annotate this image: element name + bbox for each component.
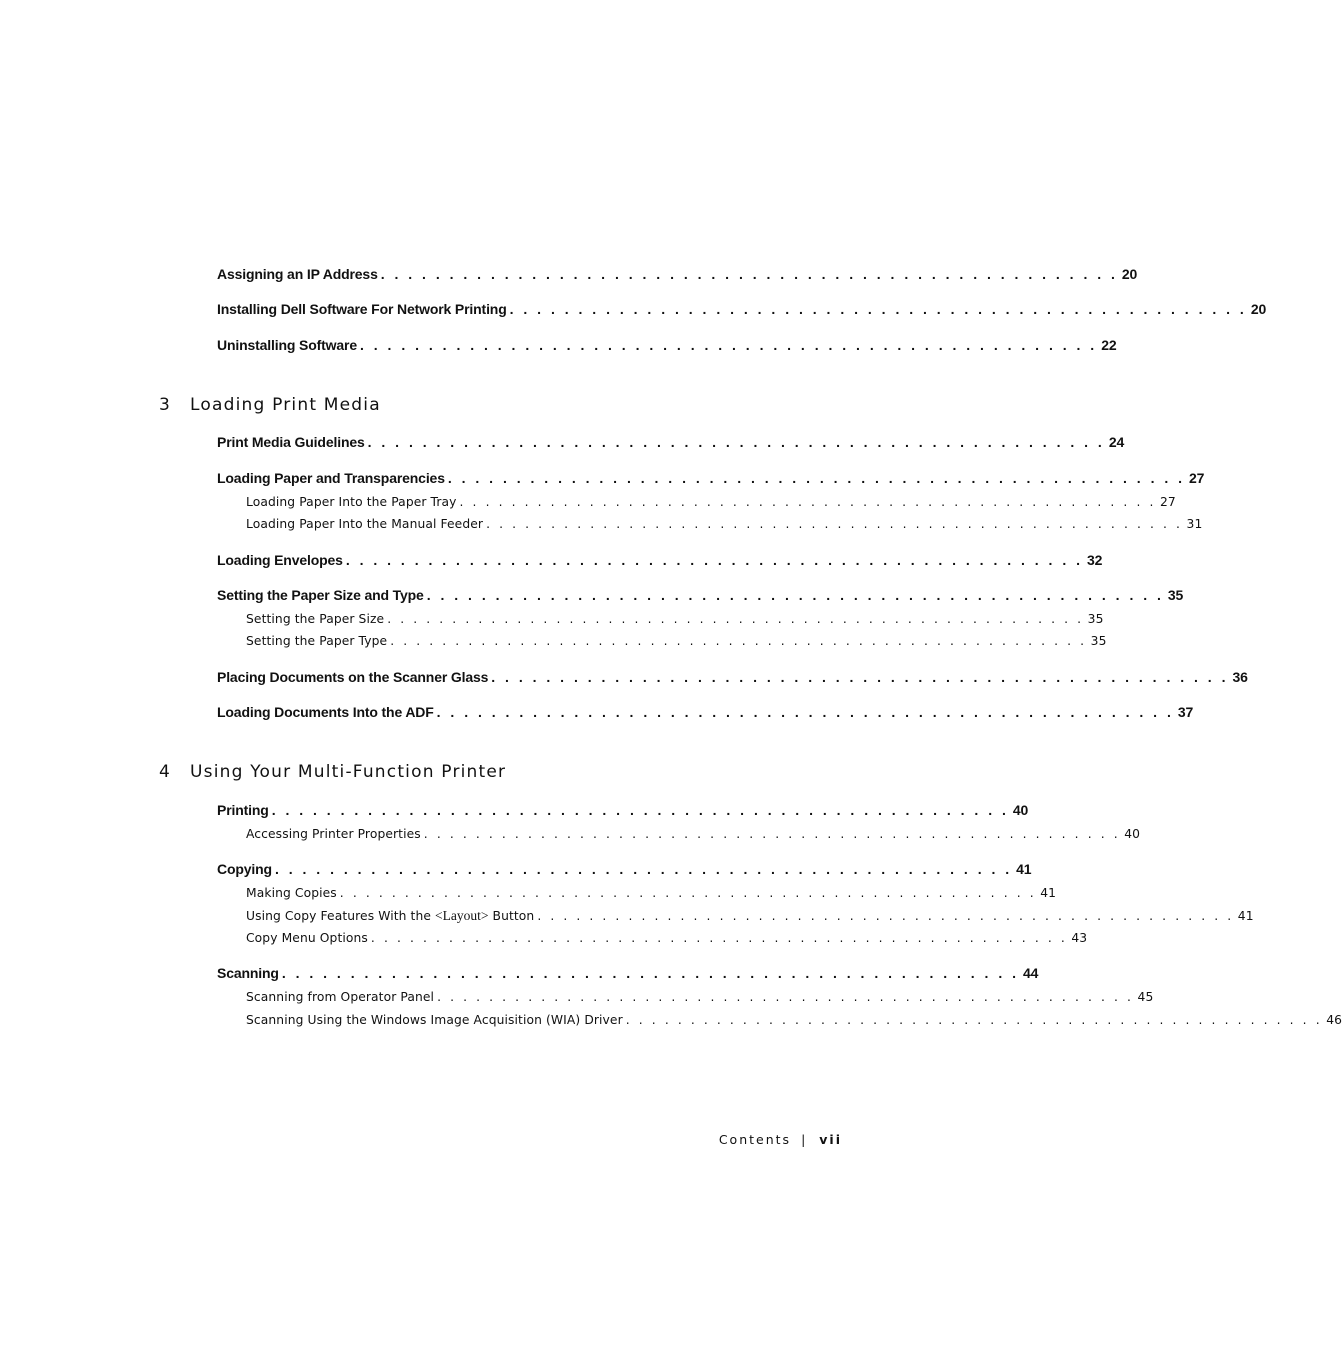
toc-subentry-manual-feeder[interactable] <box>246 517 1203 531</box>
toc-entry-label: Setting the Paper Size <box>246 612 385 626</box>
toc-entry-label: Loading Documents Into the ADF <box>217 704 434 720</box>
toc-entry-page: 27 <box>1189 470 1205 486</box>
toc-entry-page: 22 <box>1101 337 1117 353</box>
toc-entry-page: 41 <box>1016 861 1032 877</box>
dot-leader: . . . . . . . . . . . . . . . . . . . . . . . . . . . . . . . . . . . . . . . . . . . . . . . . . . . . . . <box>437 990 1134 1004</box>
toc-entry-label-start: Using Copy Features With the <box>246 909 432 923</box>
dot-leader: . . . . . . . . . . . . . . . . . . . . . . . . . . . . . . . . . . . . . . . . . . . . . . . . . . . . . . <box>537 909 1234 923</box>
toc-entry-scanning[interactable] <box>217 965 1039 981</box>
toc-entry-page: 27 <box>1159 495 1176 509</box>
chapter-title: Using Your Multi-Function Printer <box>190 762 507 782</box>
toc-entry-page: 31 <box>1186 517 1203 531</box>
toc-entry-label: Scanning <box>217 965 279 981</box>
toc-entry-label: Copying <box>217 861 272 877</box>
dot-leader: . . . . . . . . . . . . . . . . . . . . . . . . . . . . . . . . . . . . . . . . . . . . . . . . . . . . . . <box>390 634 1087 648</box>
toc-entry-page: 32 <box>1087 552 1103 568</box>
dot-leader: . . . . . . . . . . . . . . . . . . . . . . . . . . . . . . . . . . . . . . . . . . . . . . . . . . . . . . <box>447 470 1186 486</box>
dot-leader: . . . . . . . . . . . . . . . . . . . . . . . . . . . . . . . . . . . . . . . . . . . . . . . . . . . . . . <box>491 669 1229 685</box>
toc-entry-label: Uninstalling Software <box>217 337 357 353</box>
toc-entry-label: Assigning an IP Address <box>217 266 378 282</box>
dot-leader: . . . . . . . . . . . . . . . . . . . . . . . . . . . . . . . . . . . . . . . . . . . . . . . . . . . . . . <box>459 495 1156 509</box>
dot-leader: . . . . . . . . . . . . . . . . . . . . . . . . . . . . . . . . . . . . . . . . . . . . . . . . . . . . . . <box>345 552 1084 568</box>
toc-entry-label: Copy Menu Options <box>246 931 368 945</box>
toc-entry-page: 35 <box>1087 612 1104 626</box>
toc-entry-page: 43 <box>1071 931 1088 945</box>
toc-entry-label: Scanning Using the Windows Image Acquisition (WIA) Driver <box>246 1013 623 1027</box>
toc-entry-loading-paper-transparencies[interactable] <box>217 470 1205 486</box>
toc-entry-page: 46 <box>1326 1013 1342 1027</box>
toc-entry-label: Printing <box>217 802 269 818</box>
toc-entry-label: Loading Paper Into the Manual Feeder <box>246 517 484 531</box>
toc-entry-page: 40 <box>1124 827 1141 841</box>
dot-leader: . . . . . . . . . . . . . . . . . . . . . . . . . . . . . . . . . . . . . . . . . . . . . . . . . . . . . . <box>359 337 1098 353</box>
toc-entry-paper-size-type[interactable] <box>217 587 1184 603</box>
toc-entry-assigning-ip[interactable] <box>217 266 1138 282</box>
toc-entry-page: 20 <box>1121 266 1138 282</box>
toc-entry-label: Loading Paper Into the Paper Tray <box>246 495 457 509</box>
dot-leader: . . . . . . . . . . . . . . . . . . . . . . . . . . . . . . . . . . . . . . . . . . . . . . . . . . . . . . <box>367 434 1105 450</box>
dot-leader: . . . . . . . . . . . . . . . . . . . . . . . . . . . . . . . . . . . . . . . . . . . . . . . . . . . . . . <box>423 827 1121 841</box>
dot-leader: . . . . . . . . . . . . . . . . . . . . . . . . . . . . . . . . . . . . . . . . . . . . . . . . . . . . . . <box>339 886 1037 900</box>
dot-leader: . . . . . . . . . . . . . . . . . . . . . . . . . . . . . . . . . . . . . . . . . . . . . . . . . . . . . . <box>436 704 1174 720</box>
toc-entry-page: 44 <box>1023 965 1039 981</box>
toc-entry-label: Installing Dell Software For Network Printing <box>217 301 507 317</box>
dot-leader: . . . . . . . . . . . . . . . . . . . . . . . . . . . . . . . . . . . . . . . . . . . . . . . . . . . . . . <box>509 301 1247 317</box>
toc-subentry-scanning-wia[interactable] <box>246 1013 1342 1027</box>
toc-entry-print-media-guidelines[interactable] <box>217 434 1125 450</box>
toc-entry-label: Loading Envelopes <box>217 552 343 568</box>
toc-entry-page: 20 <box>1250 301 1267 317</box>
toc-entry-page: 37 <box>1177 704 1194 720</box>
page-footer <box>719 1132 842 1147</box>
toc-entry-label: Setting the Paper Size and Type <box>217 587 424 603</box>
toc-entry-page: 40 <box>1012 802 1029 818</box>
toc-entry-page: 36 <box>1232 669 1248 685</box>
toc-entry-loading-adf[interactable] <box>217 704 1194 720</box>
toc-entry-page: 41 <box>1237 909 1254 923</box>
toc-entry-loading-envelopes[interactable] <box>217 552 1103 568</box>
toc-entry-scanner-glass[interactable] <box>217 669 1248 685</box>
toc-entry-label: Setting the Paper Type <box>246 634 388 648</box>
dot-leader: . . . . . . . . . . . . . . . . . . . . . . . . . . . . . . . . . . . . . . . . . . . . . . . . . . . . . . <box>387 612 1084 626</box>
toc-subentry-paper-size[interactable] <box>246 612 1104 626</box>
dot-leader: . . . . . . . . . . . . . . . . . . . . . . . . . . . . . . . . . . . . . . . . . . . . . . . . . . . . . . <box>271 802 1009 818</box>
toc-entry-page: 45 <box>1137 990 1154 1004</box>
chapter-heading-3[interactable] <box>159 395 381 415</box>
chapter-number: 3 <box>159 395 172 415</box>
chapter-title: Loading Print Media <box>190 395 381 415</box>
dot-leader: . . . . . . . . . . . . . . . . . . . . . . . . . . . . . . . . . . . . . . . . . . . . . . . . . . . . . . <box>370 931 1068 945</box>
toc-subentry-copy-menu-options[interactable] <box>246 931 1088 945</box>
dot-leader: . . . . . . . . . . . . . . . . . . . . . . . . . . . . . . . . . . . . . . . . . . . . . . . . . . . . . . <box>274 861 1013 877</box>
toc-subentry-paper-type[interactable] <box>246 634 1107 648</box>
dot-leader: . . . . . . . . . . . . . . . . . . . . . . . . . . . . . . . . . . . . . . . . . . . . . . . . . . . . . . <box>486 517 1183 531</box>
chapter-heading-4[interactable] <box>159 762 506 782</box>
toc-subentry-paper-tray[interactable] <box>246 495 1176 509</box>
footer-section-label: Contents <box>718 1132 792 1147</box>
toc-entry-label <box>246 908 534 924</box>
toc-entry-copying[interactable] <box>217 861 1032 877</box>
dot-leader: . . . . . . . . . . . . . . . . . . . . . . . . . . . . . . . . . . . . . . . . . . . . . . . . . . . . . . <box>281 965 1020 981</box>
dot-leader: . . . . . . . . . . . . . . . . . . . . . . . . . . . . . . . . . . . . . . . . . . . . . . . . . . . . . . <box>426 587 1164 603</box>
toc-subentry-copy-features-layout[interactable] <box>246 908 1254 924</box>
footer-separator: | <box>801 1132 808 1147</box>
toc-entry-uninstalling-software[interactable] <box>217 337 1117 353</box>
toc-entry-label: Print Media Guidelines <box>217 434 365 450</box>
toc-entry-label: Making Copies <box>246 886 337 900</box>
toc-subentry-making-copies[interactable] <box>246 886 1057 900</box>
toc-entry-page: 35 <box>1167 587 1184 603</box>
chapter-number: 4 <box>159 762 172 782</box>
toc-entry-label: Placing Documents on the Scanner Glass <box>217 669 489 685</box>
dot-leader: . . . . . . . . . . . . . . . . . . . . . . . . . . . . . . . . . . . . . . . . . . . . . . . . . . . . . . <box>380 266 1118 282</box>
toc-subentry-scanning-operator-panel[interactable] <box>246 990 1154 1004</box>
toc-entry-page: 24 <box>1108 434 1125 450</box>
toc-entry-label: Scanning from Operator Panel <box>246 990 435 1004</box>
toc-entry-installing-dell-software[interactable] <box>217 301 1267 317</box>
toc-subentry-printer-properties[interactable] <box>246 827 1141 841</box>
toc-entry-label: Loading Paper and Transparencies <box>217 470 445 486</box>
toc-entry-page: 35 <box>1090 634 1107 648</box>
toc-entry-printing[interactable] <box>217 802 1029 818</box>
toc-entry-label: Accessing Printer Properties <box>246 827 421 841</box>
layout-button-name: <Layout> <box>435 908 489 923</box>
toc-entry-page: 41 <box>1040 886 1057 900</box>
toc-entry-label-end: Button <box>492 909 535 923</box>
footer-page-number: vii <box>819 1132 842 1147</box>
dot-leader: . . . . . . . . . . . . . . . . . . . . . . . . . . . . . . . . . . . . . . . . . . . . . . . . . . . . . . <box>625 1013 1323 1027</box>
